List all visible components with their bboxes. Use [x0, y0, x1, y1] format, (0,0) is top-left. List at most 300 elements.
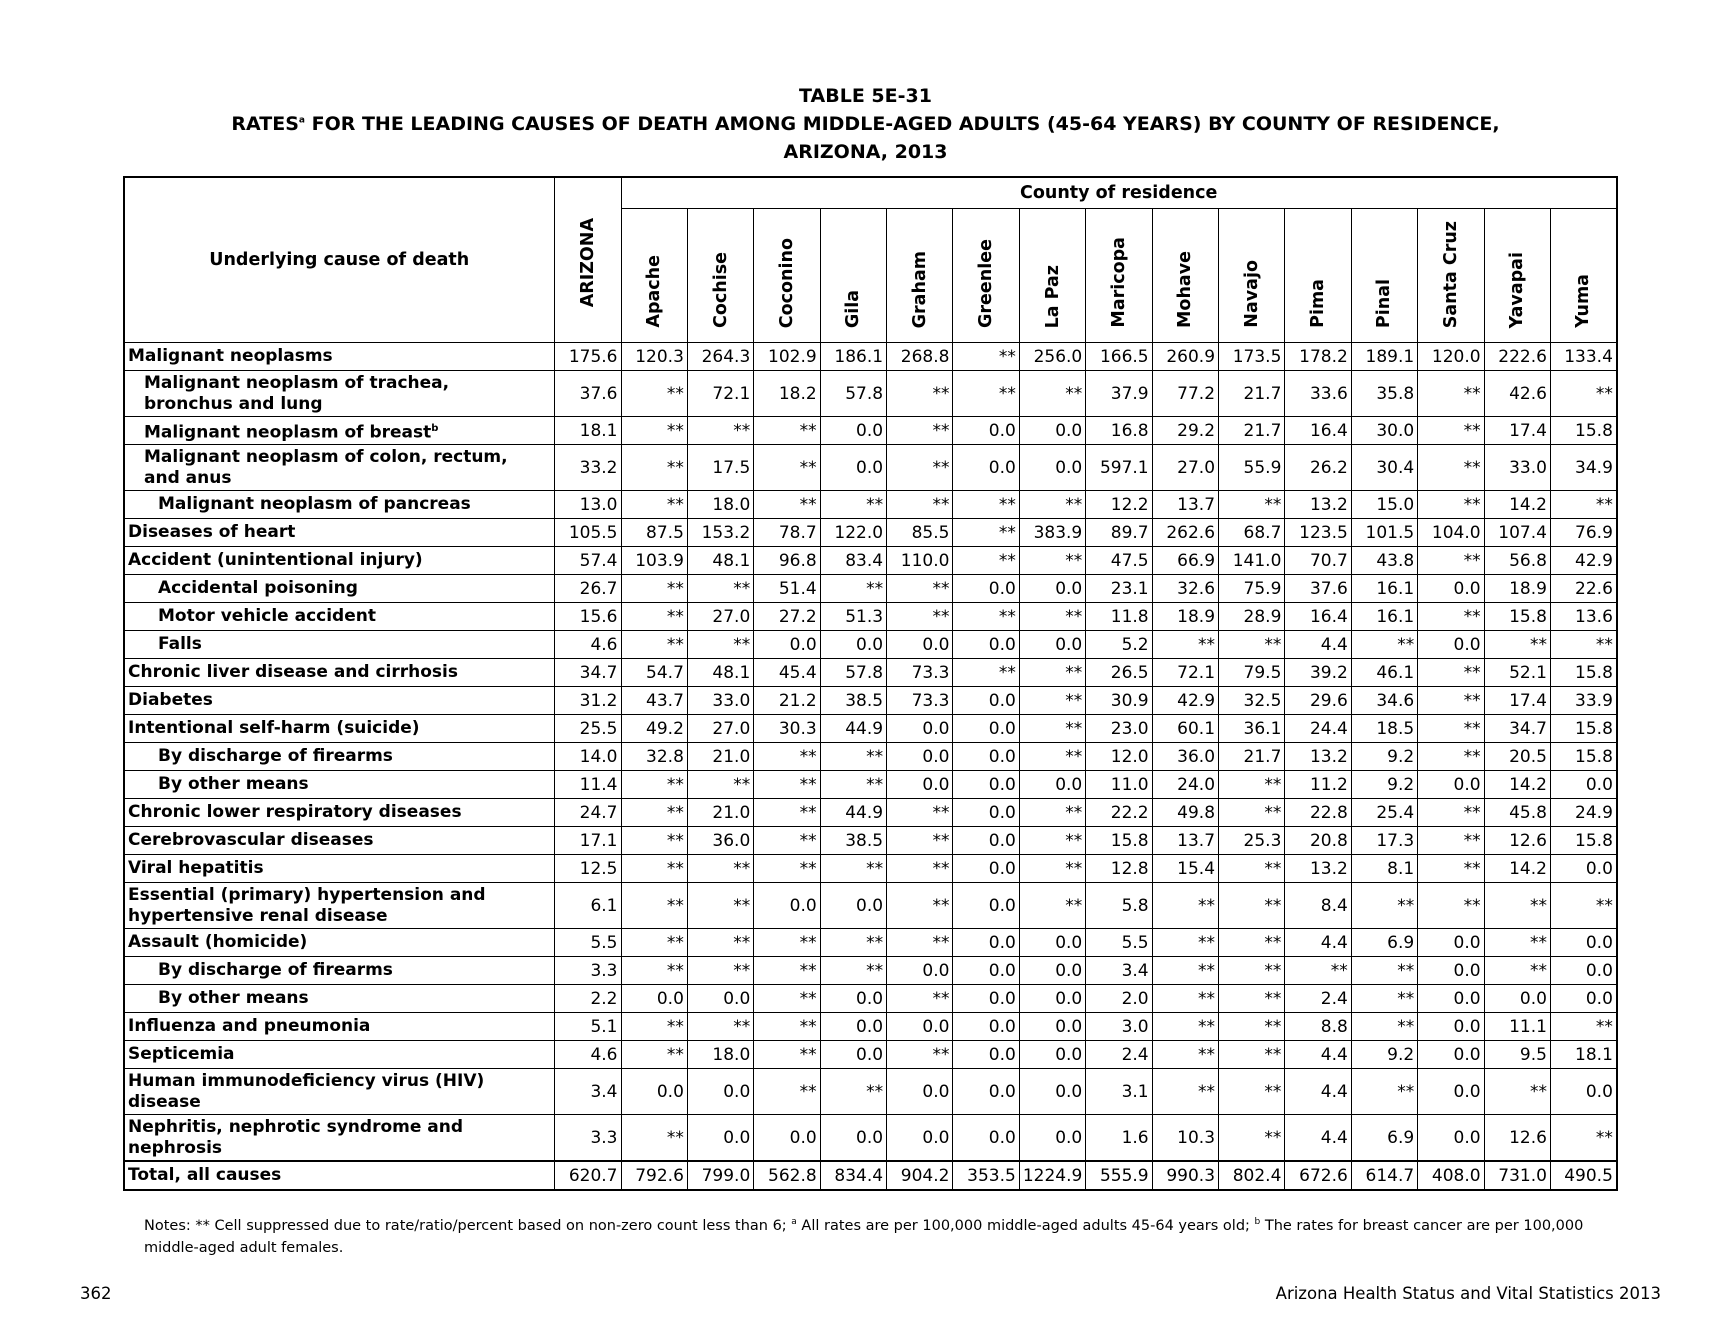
county-rate-cell: 44.9	[820, 799, 886, 827]
county-rate-cell: 614.7	[1351, 1161, 1417, 1190]
arizona-rate-cell: 18.1	[554, 417, 621, 445]
county-rate-cell: 18.2	[754, 371, 820, 417]
county-rate-cell: **	[754, 771, 820, 799]
county-rate-cell: 34.9	[1550, 445, 1616, 491]
table-row	[124, 929, 1617, 957]
county-rate-cell: 353.5	[953, 1161, 1019, 1190]
county-rate-cell: **	[1152, 1013, 1218, 1041]
table-row	[124, 371, 1617, 417]
county-rate-cell: 15.8	[1550, 417, 1616, 445]
county-rate-cell: **	[621, 491, 687, 519]
table-row	[124, 799, 1617, 827]
county-rate-cell: 5.2	[1086, 631, 1152, 659]
county-rate-cell: 166.5	[1086, 343, 1152, 371]
table-row	[124, 417, 1617, 445]
arizona-rate-cell: 11.4	[554, 771, 621, 799]
cause-label: Nephritis, nephrotic syndrome and nephrosis	[124, 1115, 554, 1162]
county-rate-cell: 4.4	[1285, 631, 1351, 659]
county-rate-cell: **	[887, 1041, 953, 1069]
county-rate-cell: **	[1219, 855, 1285, 883]
county-rate-cell: 26.5	[1086, 659, 1152, 687]
county-column-header: Yavapai	[1484, 209, 1550, 343]
county-rate-cell: **	[953, 547, 1019, 575]
county-rate-cell: 2.4	[1285, 985, 1351, 1013]
footnote-marker-a: a	[791, 1217, 797, 1227]
county-rate-cell: 24.4	[1285, 715, 1351, 743]
county-rate-cell: 0.0	[1550, 1069, 1616, 1115]
county-rate-cell: 36.1	[1219, 715, 1285, 743]
county-rate-cell: **	[621, 1013, 687, 1041]
county-rate-cell: 0.0	[820, 985, 886, 1013]
cause-label: Influenza and pneumonia	[124, 1013, 554, 1041]
county-column-header: Cochise	[687, 209, 753, 343]
cause-label: Diseases of heart	[124, 519, 554, 547]
county-rate-cell: **	[1484, 883, 1550, 929]
county-rate-cell: **	[1550, 1013, 1616, 1041]
arizona-rate-cell: 26.7	[554, 575, 621, 603]
county-rate-cell: 0.0	[953, 1115, 1019, 1162]
county-rate-cell: 21.0	[687, 743, 753, 771]
county-rate-cell: **	[1019, 743, 1085, 771]
county-rate-cell: **	[1219, 491, 1285, 519]
county-rate-cell: **	[687, 575, 753, 603]
county-rate-cell: 731.0	[1484, 1161, 1550, 1190]
county-rate-cell: **	[1418, 883, 1484, 929]
county-rate-cell: 18.5	[1351, 715, 1417, 743]
county-rate-cell: 45.8	[1484, 799, 1550, 827]
county-rate-cell: **	[1219, 883, 1285, 929]
county-rate-cell: 20.8	[1285, 827, 1351, 855]
cause-label: Malignant neoplasm of breast$^b$	[124, 417, 554, 445]
cause-label: Motor vehicle accident	[124, 603, 554, 631]
county-rate-cell: **	[687, 1013, 753, 1041]
cause-label: Chronic lower respiratory diseases	[124, 799, 554, 827]
county-rate-cell: 256.0	[1019, 343, 1085, 371]
county-rate-cell: 0.0	[1019, 1013, 1085, 1041]
table-row	[124, 1041, 1617, 1069]
county-rate-cell: **	[1019, 547, 1085, 575]
county-rate-cell: **	[1219, 1069, 1285, 1115]
county-rate-cell: **	[887, 985, 953, 1013]
footnote-marker-b: b	[1254, 1217, 1261, 1227]
county-rate-cell: **	[1550, 631, 1616, 659]
county-rate-cell: 1.6	[1086, 1115, 1152, 1162]
county-column-header: La Paz	[1019, 209, 1085, 343]
county-rate-cell: 21.7	[1219, 371, 1285, 417]
county-rate-cell: 27.0	[687, 715, 753, 743]
county-rate-cell: 11.8	[1086, 603, 1152, 631]
county-rate-cell: **	[621, 929, 687, 957]
county-rate-cell: **	[621, 771, 687, 799]
county-rate-cell: **	[1219, 929, 1285, 957]
table-notes: Notes: ** Cell suppressed due to rate/ratio/percent based on non-zero count less than 6; $^a$ All rates are per 100,000 middle-aged adults 45-64 years old; $^b$ The rates for breast cancer are per 100,000 middle-aged adult females.	[144, 1217, 1584, 1256]
county-rate-cell: **	[820, 957, 886, 985]
county-rate-cell: 42.9	[1152, 687, 1218, 715]
county-rate-cell: 0.0	[953, 1041, 1019, 1069]
county-rate-cell: **	[621, 575, 687, 603]
county-rate-cell: **	[887, 603, 953, 631]
arizona-rate-cell: 24.7	[554, 799, 621, 827]
county-rate-cell: **	[754, 957, 820, 985]
county-rate-cell: 0.0	[1019, 1115, 1085, 1162]
page-number: 362	[80, 1284, 112, 1303]
county-rate-cell: 1224.9	[1019, 1161, 1085, 1190]
county-rate-cell: **	[887, 575, 953, 603]
county-rate-cell: 12.8	[1086, 855, 1152, 883]
county-rate-cell: 0.0	[820, 883, 886, 929]
arizona-rate-cell: 34.7	[554, 659, 621, 687]
table-row	[124, 883, 1617, 929]
county-rate-cell: **	[953, 519, 1019, 547]
county-column-header: Graham	[887, 209, 953, 343]
arizona-rate-cell: 57.4	[554, 547, 621, 575]
county-rate-cell: **	[820, 771, 886, 799]
county-column-header: Mohave	[1152, 209, 1218, 343]
county-column-header: Navajo	[1219, 209, 1285, 343]
county-rate-cell: 48.1	[687, 659, 753, 687]
county-rate-cell: 0.0	[953, 687, 1019, 715]
county-rate-cell: 18.9	[1152, 603, 1218, 631]
county-rate-cell: 0.0	[820, 1115, 886, 1162]
county-rate-cell: 16.1	[1351, 575, 1417, 603]
county-rate-cell: **	[621, 371, 687, 417]
county-rate-cell: **	[953, 371, 1019, 417]
county-rate-cell: 120.3	[621, 343, 687, 371]
county-rate-cell: 6.9	[1351, 1115, 1417, 1162]
county-rate-cell: 0.0	[754, 883, 820, 929]
county-rate-cell: 24.0	[1152, 771, 1218, 799]
county-rate-cell: 0.0	[1418, 631, 1484, 659]
county-rate-cell: **	[1152, 985, 1218, 1013]
county-rate-cell: 51.3	[820, 603, 886, 631]
table-row	[124, 343, 1617, 371]
county-rate-cell: **	[1418, 603, 1484, 631]
table-title-line2: RATES$^a$ FOR THE LEADING CAUSES OF DEATH AMONG MIDDLE-AGED ADULTS (45-64 YEARS) BY COUNTY OF RESIDENCE,	[231, 113, 1500, 135]
county-rate-cell: 0.0	[953, 929, 1019, 957]
arizona-rate-cell: 3.3	[554, 1115, 621, 1162]
county-rate-cell: 4.4	[1285, 1069, 1351, 1115]
county-rate-cell: 0.0	[1418, 771, 1484, 799]
county-rate-cell: **	[687, 855, 753, 883]
cause-label: Viral hepatitis	[124, 855, 554, 883]
county-rate-cell: **	[1550, 371, 1616, 417]
county-rate-cell: 16.8	[1086, 417, 1152, 445]
county-rate-cell: 0.0	[887, 631, 953, 659]
cause-label: Falls	[124, 631, 554, 659]
county-rate-cell: **	[1484, 631, 1550, 659]
table-row	[124, 743, 1617, 771]
arizona-rate-cell: 31.2	[554, 687, 621, 715]
county-rate-cell: 21.7	[1219, 417, 1285, 445]
county-rate-cell: **	[1219, 631, 1285, 659]
county-rate-cell: **	[1219, 985, 1285, 1013]
county-rate-cell: 104.0	[1418, 519, 1484, 547]
county-rate-cell: 0.0	[1019, 445, 1085, 491]
county-rate-cell: 34.6	[1351, 687, 1417, 715]
county-rate-cell: **	[820, 491, 886, 519]
county-rate-cell: 153.2	[687, 519, 753, 547]
county-rate-cell: **	[1550, 883, 1616, 929]
county-rate-cell: 0.0	[1550, 985, 1616, 1013]
county-rate-cell: 186.1	[820, 343, 886, 371]
county-rate-cell: **	[1219, 957, 1285, 985]
county-rate-cell: 54.7	[621, 659, 687, 687]
county-rate-cell: **	[1019, 603, 1085, 631]
county-rate-cell: **	[1418, 827, 1484, 855]
cause-label: Malignant neoplasm of colon, rectum, and anus	[124, 445, 554, 491]
county-rate-cell: 38.5	[820, 827, 886, 855]
county-rate-cell: 18.0	[687, 491, 753, 519]
publication-footer: Arizona Health Status and Vital Statistics 2013	[1275, 1284, 1661, 1303]
county-rate-cell: **	[820, 743, 886, 771]
county-rate-cell: 834.4	[820, 1161, 886, 1190]
county-rate-cell: 0.0	[953, 1069, 1019, 1115]
county-rate-cell: **	[887, 855, 953, 883]
county-rate-cell: 0.0	[1418, 929, 1484, 957]
county-rate-cell: 11.1	[1484, 1013, 1550, 1041]
county-rate-cell: 0.0	[887, 957, 953, 985]
county-rate-cell: 57.8	[820, 659, 886, 687]
county-rate-cell: **	[621, 445, 687, 491]
county-rate-cell: **	[1550, 1115, 1616, 1162]
county-rate-cell: **	[1351, 957, 1417, 985]
county-rate-cell: 0.0	[953, 985, 1019, 1013]
cause-label: Total, all causes	[124, 1161, 554, 1190]
county-rate-cell: 490.5	[1550, 1161, 1616, 1190]
county-rate-cell: 15.8	[1550, 743, 1616, 771]
county-rate-cell: **	[1418, 445, 1484, 491]
county-rate-cell: 49.8	[1152, 799, 1218, 827]
cause-label: Malignant neoplasms	[124, 343, 554, 371]
county-rate-cell: 15.0	[1351, 491, 1417, 519]
county-rate-cell: **	[621, 631, 687, 659]
county-rate-cell: **	[621, 855, 687, 883]
county-rate-cell: 68.7	[1219, 519, 1285, 547]
table-number: TABLE 5E-31	[799, 85, 932, 107]
table-row	[124, 1115, 1617, 1162]
county-rate-cell: **	[1019, 799, 1085, 827]
county-rate-cell: 27.2	[754, 603, 820, 631]
county-rate-cell: **	[621, 827, 687, 855]
arizona-rate-cell: 12.5	[554, 855, 621, 883]
county-rate-cell: 48.1	[687, 547, 753, 575]
county-rate-cell: 13.7	[1152, 827, 1218, 855]
county-rate-cell: **	[621, 799, 687, 827]
county-rate-cell: 32.8	[621, 743, 687, 771]
table-row	[124, 827, 1617, 855]
county-rate-cell: **	[754, 417, 820, 445]
county-rate-cell: 36.0	[687, 827, 753, 855]
county-rate-cell: 0.0	[1418, 1115, 1484, 1162]
county-rate-cell: 555.9	[1086, 1161, 1152, 1190]
arizona-rate-cell: 33.2	[554, 445, 621, 491]
cause-label: By other means	[124, 985, 554, 1013]
county-column-header: Santa Cruz	[1418, 209, 1484, 343]
county-rate-cell: 73.3	[887, 687, 953, 715]
county-rate-cell: 25.3	[1219, 827, 1285, 855]
county-rate-cell: 12.6	[1484, 1115, 1550, 1162]
county-rate-cell: 29.6	[1285, 687, 1351, 715]
county-rate-cell: **	[887, 827, 953, 855]
county-rate-cell: 60.1	[1152, 715, 1218, 743]
county-rate-cell: 597.1	[1086, 445, 1152, 491]
arizona-rate-cell: 3.4	[554, 1069, 621, 1115]
county-rate-cell: 0.0	[1019, 631, 1085, 659]
county-rate-cell: 4.4	[1285, 1041, 1351, 1069]
cause-label: Cerebrovascular diseases	[124, 827, 554, 855]
cause-label: Chronic liver disease and cirrhosis	[124, 659, 554, 687]
county-rate-cell: 34.7	[1484, 715, 1550, 743]
county-rate-cell: 44.9	[820, 715, 886, 743]
county-rate-cell: 33.0	[1484, 445, 1550, 491]
county-rate-cell: 0.0	[953, 575, 1019, 603]
county-rate-cell: 0.0	[820, 417, 886, 445]
county-rate-cell: **	[754, 827, 820, 855]
county-rate-cell: **	[1019, 659, 1085, 687]
county-rate-cell: 0.0	[953, 883, 1019, 929]
county-rate-cell: **	[754, 1041, 820, 1069]
county-rate-cell: 141.0	[1219, 547, 1285, 575]
county-rate-cell: 28.9	[1219, 603, 1285, 631]
county-rate-cell: 0.0	[953, 827, 1019, 855]
county-rate-cell: 22.6	[1550, 575, 1616, 603]
county-column-header: Pima	[1285, 209, 1351, 343]
county-rate-cell: 76.9	[1550, 519, 1616, 547]
county-rate-cell: **	[621, 957, 687, 985]
county-rate-cell: 42.6	[1484, 371, 1550, 417]
county-rate-cell: 73.3	[887, 659, 953, 687]
arizona-rate-cell: 15.6	[554, 603, 621, 631]
county-rate-cell: 0.0	[1550, 855, 1616, 883]
county-rate-cell: **	[621, 1115, 687, 1162]
county-rate-cell: 792.6	[621, 1161, 687, 1190]
county-rate-cell: 120.0	[1418, 343, 1484, 371]
county-rate-cell: 2.4	[1086, 1041, 1152, 1069]
county-rate-cell: 10.3	[1152, 1115, 1218, 1162]
county-rate-cell: 11.2	[1285, 771, 1351, 799]
county-rate-cell: 30.4	[1351, 445, 1417, 491]
county-rate-cell: **	[687, 957, 753, 985]
cause-label: Accidental poisoning	[124, 575, 554, 603]
county-rate-cell: 0.0	[820, 1013, 886, 1041]
county-rate-cell: **	[754, 491, 820, 519]
rates-table	[123, 176, 1618, 1191]
county-rate-cell: 38.5	[820, 687, 886, 715]
county-rate-cell: **	[621, 1041, 687, 1069]
footnote-marker-b: b	[431, 422, 439, 434]
county-rate-cell: **	[1418, 491, 1484, 519]
county-rate-cell: 8.1	[1351, 855, 1417, 883]
county-rate-cell: **	[1484, 929, 1550, 957]
county-rate-cell: 0.0	[953, 743, 1019, 771]
county-rate-cell: **	[953, 603, 1019, 631]
county-rate-cell: **	[1351, 883, 1417, 929]
county-rate-cell: 102.9	[754, 343, 820, 371]
county-rate-cell: 79.5	[1219, 659, 1285, 687]
county-rate-cell: **	[887, 799, 953, 827]
county-rate-cell: **	[754, 1013, 820, 1041]
county-rate-cell: 66.9	[1152, 547, 1218, 575]
table-row	[124, 519, 1617, 547]
county-rate-cell: **	[820, 1069, 886, 1115]
cause-label: Human immunodeficiency virus (HIV) disease	[124, 1069, 554, 1115]
table-row	[124, 631, 1617, 659]
county-rate-cell: **	[754, 1069, 820, 1115]
county-column-header: Pinal	[1351, 209, 1417, 343]
arizona-rate-cell: 4.6	[554, 1041, 621, 1069]
county-rate-cell: **	[687, 417, 753, 445]
county-rate-cell: 0.0	[754, 631, 820, 659]
county-rate-cell: 12.2	[1086, 491, 1152, 519]
county-rate-cell: 0.0	[887, 715, 953, 743]
county-rate-cell: 89.7	[1086, 519, 1152, 547]
county-rate-cell: 0.0	[1019, 985, 1085, 1013]
county-rate-cell: **	[1152, 1069, 1218, 1115]
county-rate-cell: **	[1418, 743, 1484, 771]
county-rate-cell: **	[687, 631, 753, 659]
county-rate-cell: 0.0	[1019, 957, 1085, 985]
county-rate-cell: 0.0	[953, 957, 1019, 985]
arizona-rate-cell: 175.6	[554, 343, 621, 371]
county-rate-cell: 222.6	[1484, 343, 1550, 371]
county-rate-cell: 15.8	[1550, 827, 1616, 855]
county-rate-cell: 5.8	[1086, 883, 1152, 929]
county-rate-cell: 9.5	[1484, 1041, 1550, 1069]
county-rate-cell: **	[1351, 1013, 1417, 1041]
county-rate-cell: 0.0	[887, 1069, 953, 1115]
county-rate-cell: 0.0	[953, 715, 1019, 743]
county-rate-cell: 107.4	[1484, 519, 1550, 547]
county-rate-cell: 16.4	[1285, 603, 1351, 631]
county-rate-cell: 0.0	[1019, 1041, 1085, 1069]
county-rate-cell: **	[953, 491, 1019, 519]
county-rate-cell: 189.1	[1351, 343, 1417, 371]
county-rate-cell: 39.2	[1285, 659, 1351, 687]
county-rate-cell: **	[1152, 929, 1218, 957]
county-rate-cell: 0.0	[687, 1069, 753, 1115]
county-rate-cell: 11.0	[1086, 771, 1152, 799]
county-rate-cell: 37.9	[1086, 371, 1152, 417]
county-rate-cell: 0.0	[1418, 957, 1484, 985]
county-rate-cell: 904.2	[887, 1161, 953, 1190]
arizona-rate-cell: 5.5	[554, 929, 621, 957]
county-rate-cell: 51.4	[754, 575, 820, 603]
county-rate-cell: 0.0	[1019, 1069, 1085, 1115]
county-rate-cell: 0.0	[887, 771, 953, 799]
cause-label: By discharge of firearms	[124, 743, 554, 771]
county-rate-cell: **	[1019, 371, 1085, 417]
county-rate-cell: 4.4	[1285, 929, 1351, 957]
county-rate-cell: 21.0	[687, 799, 753, 827]
cause-label: By discharge of firearms	[124, 957, 554, 985]
county-rate-cell: 0.0	[953, 1013, 1019, 1041]
county-rate-cell: 24.9	[1550, 799, 1616, 827]
county-rate-cell: 27.0	[1152, 445, 1218, 491]
county-rate-cell: 14.2	[1484, 855, 1550, 883]
county-rate-cell: 18.9	[1484, 575, 1550, 603]
county-rate-cell: 0.0	[621, 1069, 687, 1115]
county-rate-cell: 0.0	[953, 799, 1019, 827]
arizona-rate-cell: 3.3	[554, 957, 621, 985]
county-rate-cell: **	[754, 929, 820, 957]
county-rate-cell: **	[1152, 1041, 1218, 1069]
county-rate-cell: **	[1019, 883, 1085, 929]
county-rate-cell: **	[887, 883, 953, 929]
county-rate-cell: **	[1285, 957, 1351, 985]
county-rate-cell: 0.0	[820, 445, 886, 491]
cause-label: Malignant neoplasm of pancreas	[124, 491, 554, 519]
arizona-rate-cell: 6.1	[554, 883, 621, 929]
